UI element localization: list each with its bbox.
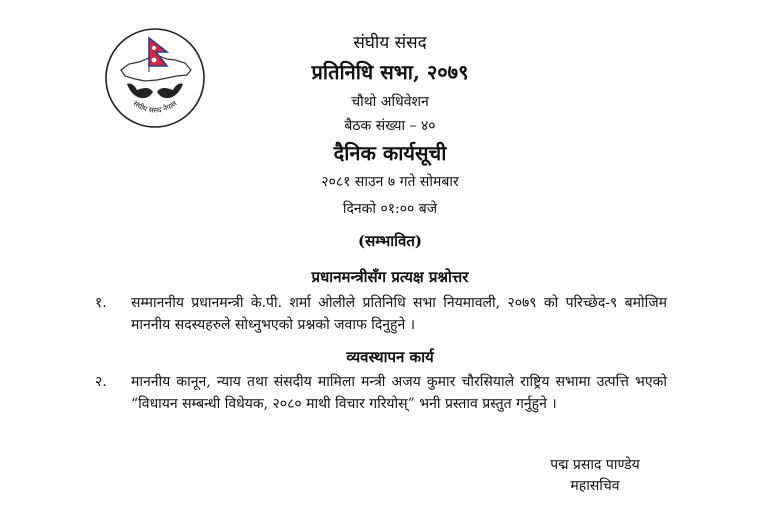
session-label: चौथो अधिवेशन [351, 94, 429, 110]
agenda-title: दैनिक कार्यसूची [333, 141, 447, 165]
meeting-date: २०८१ साउन ७ गते सोमबार [321, 174, 459, 190]
meeting-number: बैठक संख्या – ४० [344, 118, 436, 134]
section-heading-question-answer: प्रधानमन्त्रीसँग प्रत्यक्ष प्रश्नोत्तर [311, 268, 469, 286]
agenda-item-number: २. [95, 374, 107, 390]
agenda-item-text: माननीय कानून, न्याय तथा संसदीय मामिला मन्त्री अजय कुमार चौरसियाले राष्ट्रिय सभामा उत्पत्ति भएको “विधायन सम्बन्धी विधेयक, २०८० माथी विचार गरियोस्” भनी प्रस्ताव प्रस्तुत गर्नुहुने । [131, 374, 667, 412]
house-title: प्रतिनिधि सभा, २०७९ [311, 60, 469, 84]
signatory-name: पद्म प्रसाद पाण्डेय [550, 457, 640, 473]
emblem-caption: संघीय संसद नेपाल [131, 98, 179, 115]
agenda-item-text: सम्माननीय प्रधानमन्त्री के.पी. शर्मा ओलीले प्रतिनिधि सभा नियमावली, २०७९ को परिच्छेद-९ बमोजिम माननीय सदस्यहरुले सोध्नुभएको प्रश्नको जवाफ दिनुहुने । [131, 295, 667, 333]
parliament-name: संघीय संसद [353, 33, 427, 53]
agenda-item-number: १. [95, 295, 107, 311]
tentative-label: (सम्भावित) [357, 232, 423, 250]
signatory-title: महासचिव [570, 478, 620, 494]
meeting-time: दिनको ०१:०० बजे [342, 201, 438, 217]
section-heading-legislative-business: व्यवस्थापन कार्य [346, 348, 434, 366]
